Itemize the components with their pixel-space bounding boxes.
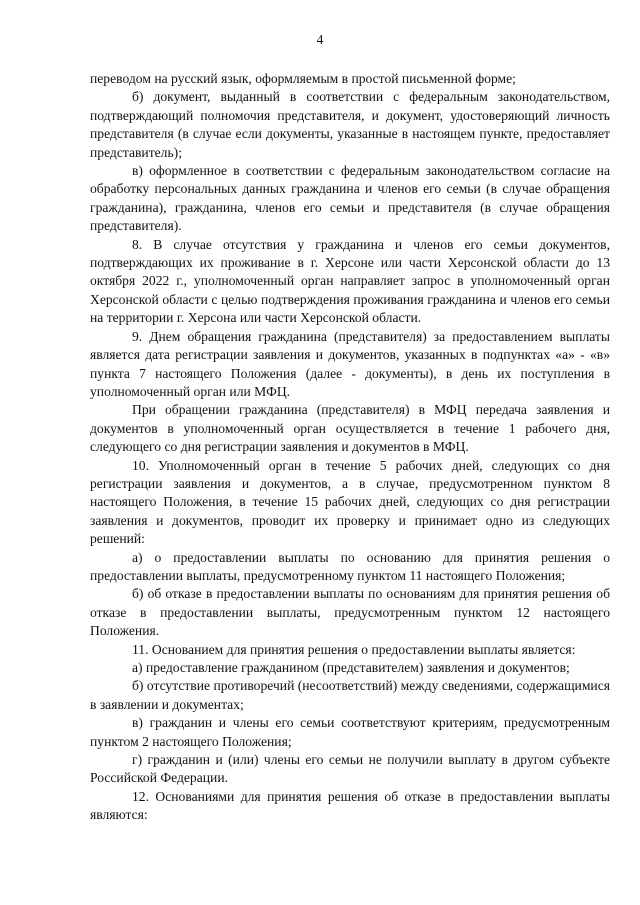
paragraph-10: 10. Уполномоченный орган в течение 5 рабочих дней, следующих со дня регистрации заявления и документов, а в случае, предусмотренном пунктом 8 настоящего Положения, в течение 15 рабочих дней, следующих со дня регистрации заявления и документов, проводит их проверку и принимает одно из следующих решений: [90,457,610,547]
paragraph-7b: б) документ, выданный в соответствии с федеральным законодательством, подтверждающий полномочия представителя, и документ, удостоверяющий личность представителя (в случае если документы, указанные в настоящем пункте, предоставляет представитель); [90,89,610,160]
paragraph-11b: б) отсутствие противоречий (несоответствий) между сведениями, содержащимися в заявлении и документах; [90,678,610,712]
paragraph-10a: а) о предоставлении выплаты по основанию для принятия решения о предоставлении выплаты, предусмотренному пунктом 11 настоящего Положения; [90,549,610,583]
paragraph-11a: а) предоставление гражданином (представителем) заявления и документов; [132,660,570,675]
paragraph-11: 11. Основанием для принятия решения о предоставлении выплаты является: [132,641,576,657]
paragraph-12: 12. Основаниями для принятия решения об отказе в предоставлении выплаты являются: [90,788,610,823]
paragraph-10b: б) об отказе в предоставлении выплаты по основаниям для принятия решения об отказе в предоставлении выплаты, предусмотренным пунктом 12 настоящего Положения. [90,586,610,639]
paragraph-7v: в) оформленное в соответствии с федеральным законодательством согласие на обработку персональных данных гражданина и членов его семьи (в случае обращения гражданина), гражданина, членов его семьи и представителя (в случае обращения представителя). [90,163,610,234]
paragraph-8: 8. В случае отсутствия у гражданина и членов его семьи документов, подтверждающих их проживание в г. Херсоне или части Херсонской области до 13 октября 2022 г., уполномоченный орган направляет запрос в уполномоченный орган Херсонской области с целью подтверждения проживания гражданина и членов его семьи на территории г. Херсона или части Херсонской области. [90,236,610,326]
paragraph-11v: в) гражданин и члены его семьи соответствуют критериям, предусмотренным пунктом 2 настоящего Положения; [90,715,610,749]
paragraph-9: 9. Днем обращения гражданина (представителя) за предоставлением выплаты является дата регистрации заявления и документов, указанных в подпунктах «а» - «в» пункта 7 настоящего Положения (далее - документы), в день их поступления в уполномоченный орган или МФЦ. [90,328,610,399]
paragraph-11g: г) гражданин и (или) члены его семьи не получили выплату в другом субъекте Российской Федерации. [90,752,610,786]
paragraph-9-mfc: При обращении гражданина (представителя) в МФЦ передача заявления и документов в уполномоченный орган осуществляется в течение 1 рабочего дня, следующего со дня регистрации заявления и документов в МФЦ. [90,402,610,455]
page-number: 4 [316,32,324,47]
paragraph-continuation: переводом на русский язык, оформляемым в простой письменной форме; [90,71,516,86]
document-body [90,70,610,825]
